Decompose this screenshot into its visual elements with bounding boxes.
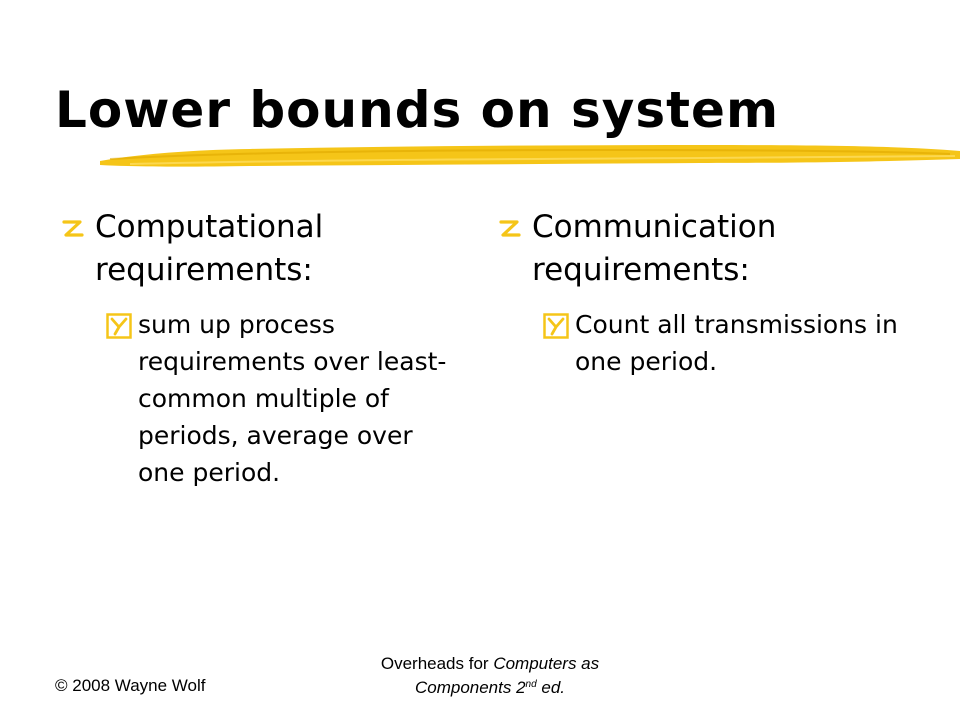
left-column	[60, 206, 460, 491]
footer-edition-sup: nd	[525, 679, 537, 690]
slide-title: Lower bounds on system	[55, 81, 780, 139]
footer-edition-suffix: ed.	[536, 678, 566, 697]
footer-copyright: © 2008 Wayne Wolf	[55, 676, 206, 695]
title-underline-brushstroke	[100, 137, 960, 173]
right-column	[497, 206, 917, 380]
footer-prefix: Overheads for	[380, 654, 494, 673]
footer-credit	[340, 652, 640, 700]
footer-credit-line-1	[340, 652, 640, 676]
communication-detail: Count all transmissions in one period.	[575, 310, 898, 376]
bullet-computational	[60, 206, 460, 292]
communication-heading: Communication requirements:	[532, 209, 777, 288]
footer-book-title-part-1: Computers as	[493, 654, 600, 673]
z-bullet-icon	[60, 215, 86, 241]
bullet-communication	[497, 206, 917, 292]
computational-detail: sum up process requirements over least-common multiple of periods, average over one period.	[138, 310, 447, 487]
y-checkbox-bullet-icon	[106, 313, 132, 339]
sub-bullet-communication	[543, 306, 917, 380]
y-checkbox-bullet-icon	[543, 313, 569, 339]
sub-bullet-computational	[106, 306, 460, 491]
footer-credit-line-2	[340, 676, 640, 700]
computational-heading: Computational requirements:	[95, 209, 324, 288]
footer-book-title-part-2: Components 2	[414, 678, 526, 697]
z-bullet-icon	[497, 215, 523, 241]
